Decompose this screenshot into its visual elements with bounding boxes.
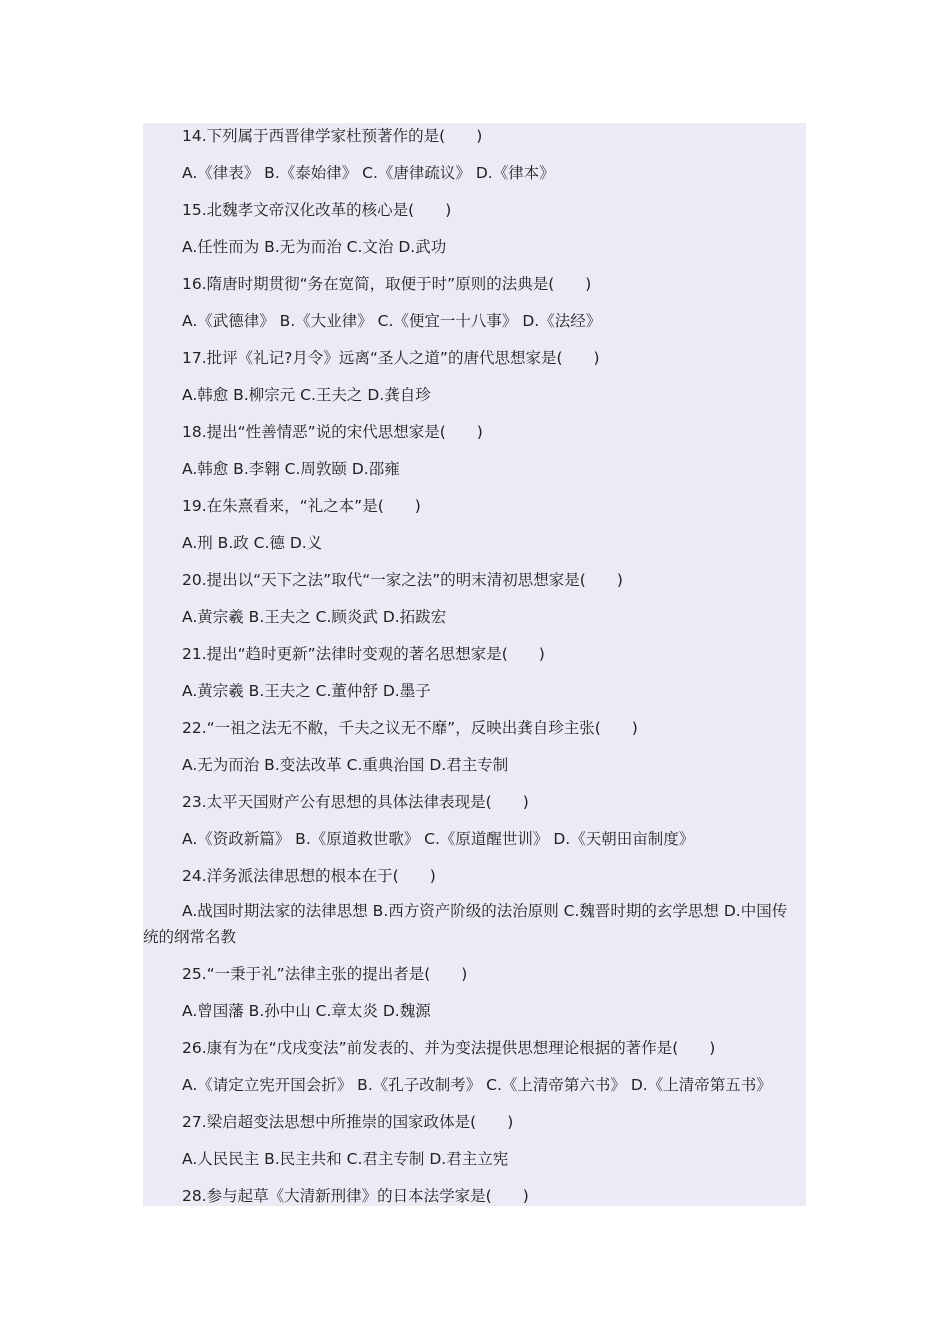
question-22: 22.“一祖之法无不敝，千夫之议无不靡”，反映出龚自珍主张( ) <box>182 719 638 737</box>
question-23: 23.太平天国财产公有思想的具体法律表现是( ) <box>182 793 529 811</box>
question-28: 28.参与起草《大清新刑律》的日本法学家是( ) <box>182 1187 529 1205</box>
options-25: A.曾国藩 B.孙中山 C.章太炎 D.魏源 <box>182 1002 431 1020</box>
options-18: A.韩愈 B.李翱 C.周敦颐 D.邵雍 <box>182 460 400 478</box>
question-19: 19.在朱熹看来，“礼之本”是( ) <box>182 497 421 515</box>
question-26: 26.康有为在“戊戌变法”前发表的、并为变法提供思想理论根据的著作是( ) <box>182 1039 716 1057</box>
question-20: 20.提出以“天下之法”取代“一家之法”的明末清初思想家是( ) <box>182 571 623 589</box>
options-17: A.韩愈 B.柳宗元 C.王夫之 D.龚自珍 <box>182 386 431 404</box>
options-24: A.战国时期法家的法律思想 B.西方资产阶级的法治原则 C.魏晋时期的玄学思想 D.中国传统的纲常名教 <box>143 902 788 946</box>
question-21: 21.提出“趋时更新”法律时变观的著名思想家是( ) <box>182 645 545 663</box>
options-15: A.任性而为 B.无为而治 C.文治 D.武功 <box>182 238 447 256</box>
options-16: A.《武德律》 B.《大业律》 C.《便宜一十八事》 D.《法经》 <box>182 312 602 330</box>
question-list <box>143 123 806 1206</box>
options-26: A.《请定立宪开国会折》 B.《孔子改制考》 C.《上清帝第六书》 D.《上清帝第五书》 <box>182 1076 772 1094</box>
options-20: A.黄宗羲 B.王夫之 C.顾炎武 D.拓跋宏 <box>182 608 447 626</box>
options-14: A.《律表》 B.《泰始律》 C.《唐律疏议》 D.《律本》 <box>182 164 555 182</box>
document-panel <box>143 123 806 1206</box>
question-27: 27.梁启超变法思想中所推崇的国家政体是( ) <box>182 1113 514 1131</box>
question-14: 14.下列属于西晋律学家杜预著作的是( ) <box>182 127 483 145</box>
question-17: 17.批评《礼记?月令》远离“圣人之道”的唐代思想家是( ) <box>182 349 600 367</box>
options-19: A.刑 B.政 C.德 D.义 <box>182 534 323 552</box>
options-23: A.《资政新篇》 B.《原道救世歌》 C.《原道醒世训》 D.《天朝田亩制度》 <box>182 830 695 848</box>
question-15: 15.北魏孝文帝汉化改革的核心是( ) <box>182 201 452 219</box>
question-25: 25.“一秉于礼”法律主张的提出者是( ) <box>182 965 468 983</box>
options-22: A.无为而治 B.变法改革 C.重典治国 D.君主专制 <box>182 756 509 774</box>
options-21: A.黄宗羲 B.王夫之 C.董仲舒 D.墨子 <box>182 682 431 700</box>
question-24: 24.洋务派法律思想的根本在于( ) <box>182 867 436 885</box>
question-18: 18.提出“性善情恶”说的宋代思想家是( ) <box>182 423 483 441</box>
question-16: 16.隋唐时期贯彻“务在宽简，取便于时”原则的法典是( ) <box>182 275 592 293</box>
options-27: A.人民民主 B.民主共和 C.君主专制 D.君主立宪 <box>182 1150 509 1168</box>
